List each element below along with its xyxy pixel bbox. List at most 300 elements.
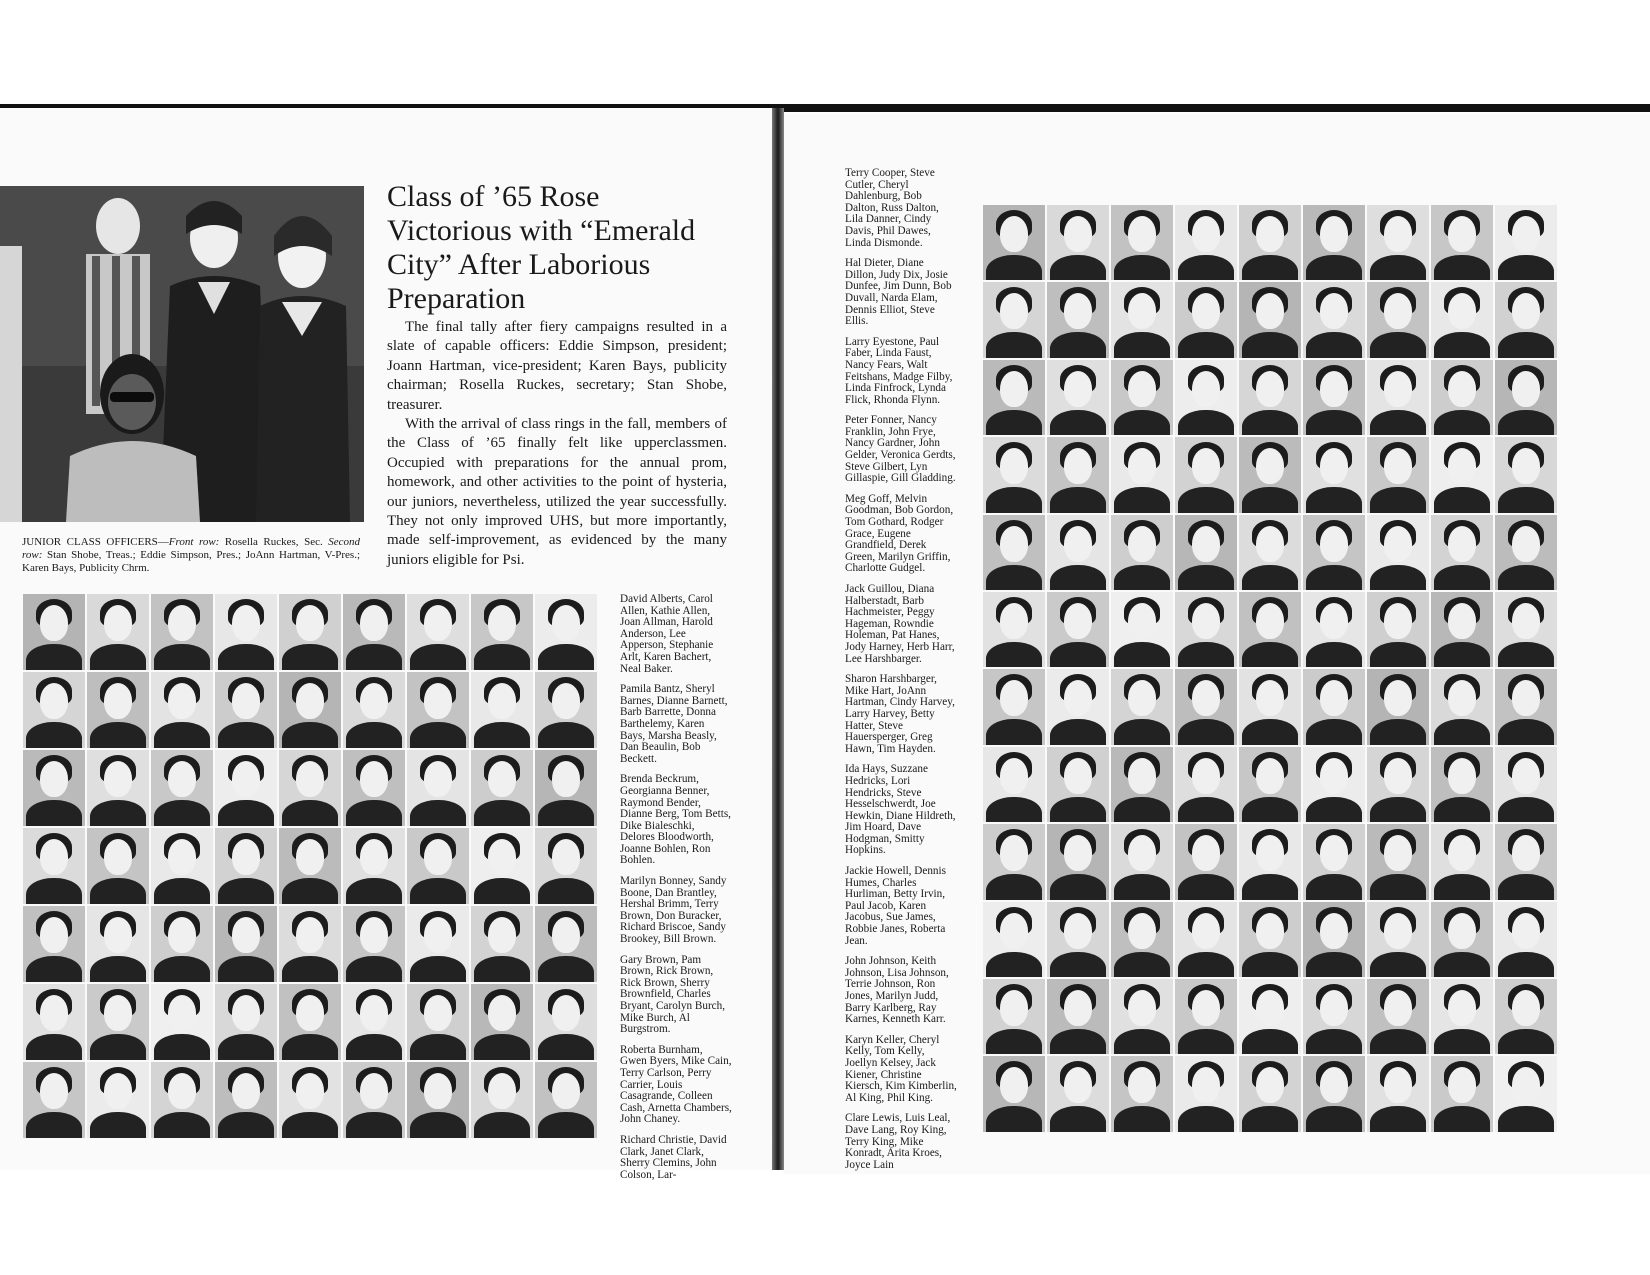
portrait-shoulders (1434, 874, 1490, 899)
portrait-head (1320, 758, 1348, 794)
portrait-head (1384, 1067, 1412, 1103)
portrait-shoulders (218, 878, 274, 904)
right-name-list (845, 168, 957, 1180)
portrait-shoulders (1242, 332, 1298, 357)
student-portrait (1303, 282, 1365, 357)
student-portrait (1047, 437, 1109, 512)
student-portrait (279, 984, 341, 1060)
portrait-head (1128, 680, 1156, 716)
student-portrait (1431, 747, 1493, 822)
portrait-shoulders (474, 722, 530, 748)
student-portrait (343, 594, 405, 670)
portrait-head (552, 917, 580, 953)
student-portrait (343, 906, 405, 982)
portrait-head (424, 1073, 452, 1109)
portrait-head (1000, 758, 1028, 794)
portrait-head (232, 917, 260, 953)
student-portrait (279, 906, 341, 982)
portrait-shoulders (1114, 952, 1170, 977)
student-portrait (1239, 824, 1301, 899)
portrait-shoulders (1178, 797, 1234, 822)
portrait-shoulders (1178, 642, 1234, 667)
portrait-shoulders (538, 800, 594, 826)
portrait-head (1064, 835, 1092, 871)
portrait-shoulders (1178, 332, 1234, 357)
portrait-shoulders (154, 800, 210, 826)
student-portrait (1431, 360, 1493, 435)
portrait-shoulders (154, 1034, 210, 1060)
portrait-shoulders (154, 644, 210, 670)
portrait-shoulders (1434, 797, 1490, 822)
student-portrait (1047, 902, 1109, 977)
portrait-head (1000, 448, 1028, 484)
portrait-head (1064, 680, 1092, 716)
portrait-head (40, 605, 68, 641)
portrait-shoulders (1050, 797, 1106, 822)
student-portrait (1047, 282, 1109, 357)
portrait-shoulders (346, 878, 402, 904)
student-portrait (983, 824, 1045, 899)
portrait-head (488, 917, 516, 953)
student-portrait (1431, 515, 1493, 590)
student-portrait (1111, 1056, 1173, 1131)
portrait-shoulders (986, 642, 1042, 667)
student-portrait (1367, 592, 1429, 667)
portrait-shoulders (986, 952, 1042, 977)
portrait-shoulders (154, 1112, 210, 1138)
portrait-head (1256, 990, 1284, 1026)
portrait-shoulders (1114, 1029, 1170, 1054)
portrait-shoulders (1498, 487, 1554, 512)
student-portrait (983, 902, 1045, 977)
student-portrait (1303, 592, 1365, 667)
student-portrait (1495, 669, 1557, 744)
student-portrait (215, 594, 277, 670)
portrait-shoulders (986, 797, 1042, 822)
portrait-head (232, 605, 260, 641)
portrait-shoulders (1114, 565, 1170, 590)
student-portrait (1111, 747, 1173, 822)
portrait-head (360, 1073, 388, 1109)
class-officers-photo (0, 186, 364, 522)
portrait-shoulders (1050, 332, 1106, 357)
student-portrait (1239, 979, 1301, 1054)
portrait-shoulders (1498, 952, 1554, 977)
portrait-head (104, 839, 132, 875)
student-portrait (535, 828, 597, 904)
student-portrait (1495, 437, 1557, 512)
student-portrait (1111, 669, 1173, 744)
student-portrait (1431, 1056, 1493, 1131)
portrait-head (1128, 526, 1156, 562)
portrait-head (168, 761, 196, 797)
portrait-head (552, 605, 580, 641)
portrait-shoulders (986, 565, 1042, 590)
portrait-head (1448, 1067, 1476, 1103)
portrait-shoulders (1242, 797, 1298, 822)
portrait-head (40, 917, 68, 953)
student-portrait (1239, 592, 1301, 667)
student-portrait (1303, 360, 1365, 435)
student-portrait (1367, 282, 1429, 357)
portrait-head (1320, 835, 1348, 871)
student-portrait (1303, 747, 1365, 822)
portrait-shoulders (1242, 1029, 1298, 1054)
portrait-head (1128, 603, 1156, 639)
student-portrait (1047, 824, 1109, 899)
student-portrait (1047, 1056, 1109, 1131)
portrait-head (1448, 680, 1476, 716)
portrait-shoulders (1114, 874, 1170, 899)
name-block: Ida Hays, Suzzane Hedricks, Lori Hendricks, Steve Hesselschwerdt, Joe Hewkin, Diane Hildreth, Jim Hoard, Dave Hodgman, Smitty Hopkins. (845, 763, 956, 857)
portrait-head (104, 605, 132, 641)
portrait-head (296, 839, 324, 875)
portrait-shoulders (346, 956, 402, 982)
student-portrait (151, 906, 213, 982)
portrait-head (1064, 216, 1092, 252)
portrait-head (1064, 758, 1092, 794)
student-portrait (279, 828, 341, 904)
portrait-shoulders (538, 1034, 594, 1060)
portrait-head (1256, 913, 1284, 949)
portrait-head (1128, 990, 1156, 1026)
portrait-head (1128, 448, 1156, 484)
portrait-head (1000, 371, 1028, 407)
student-portrait (23, 750, 85, 826)
portrait-head (1256, 603, 1284, 639)
portrait-shoulders (26, 956, 82, 982)
portrait-shoulders (1242, 410, 1298, 435)
student-portrait (1111, 282, 1173, 357)
student-portrait (535, 1062, 597, 1138)
student-portrait (1303, 1056, 1365, 1131)
student-portrait (535, 906, 597, 982)
portrait-shoulders (1242, 874, 1298, 899)
portrait-shoulders (218, 1112, 274, 1138)
portrait-head (1512, 913, 1540, 949)
portrait-shoulders (410, 878, 466, 904)
portrait-shoulders (154, 956, 210, 982)
portrait-shoulders (1306, 642, 1362, 667)
portrait-shoulders (1370, 797, 1426, 822)
portrait-head (1512, 526, 1540, 562)
portrait-head (1448, 603, 1476, 639)
portrait-head (104, 683, 132, 719)
portrait-head (1192, 216, 1220, 252)
portrait-shoulders (1434, 642, 1490, 667)
portrait-shoulders (1498, 797, 1554, 822)
portrait-shoulders (90, 644, 146, 670)
portrait-shoulders (1306, 332, 1362, 357)
portrait-shoulders (986, 874, 1042, 899)
portrait-shoulders (1370, 1029, 1426, 1054)
portrait-head (424, 761, 452, 797)
portrait-shoulders (1178, 255, 1234, 280)
name-block: Jackie Howell, Dennis Humes, Charles Hurliman, Betty Irvin, Paul Jacob, Karen Jacobus, Sue James, Robbie Janes, Roberta Jean. (845, 865, 946, 947)
portrait-head (1320, 293, 1348, 329)
student-portrait (151, 594, 213, 670)
portrait-shoulders (1178, 719, 1234, 744)
book-gutter (772, 108, 784, 1170)
portrait-head (1000, 680, 1028, 716)
student-portrait (23, 906, 85, 982)
student-portrait (1175, 747, 1237, 822)
portrait-shoulders (986, 487, 1042, 512)
student-portrait (1495, 592, 1557, 667)
student-portrait (279, 750, 341, 826)
portrait-head (1192, 913, 1220, 949)
portrait-head (296, 995, 324, 1031)
student-portrait (471, 1062, 533, 1138)
portrait-head (1128, 913, 1156, 949)
portrait-head (1192, 835, 1220, 871)
portrait-shoulders (474, 1034, 530, 1060)
portrait-shoulders (1242, 1106, 1298, 1131)
portrait-head (1320, 526, 1348, 562)
student-portrait (1047, 205, 1109, 280)
officers-caption (22, 536, 360, 575)
portrait-shoulders (1370, 332, 1426, 357)
student-portrait (471, 672, 533, 748)
portrait-head (1384, 526, 1412, 562)
portrait-shoulders (410, 722, 466, 748)
portrait-head (1256, 293, 1284, 329)
portrait-shoulders (986, 255, 1042, 280)
student-portrait (1175, 979, 1237, 1054)
portrait-shoulders (410, 644, 466, 670)
portrait-head (1128, 835, 1156, 871)
portrait-shoulders (474, 1112, 530, 1138)
student-portrait (87, 1062, 149, 1138)
student-portrait (1431, 669, 1493, 744)
student-portrait (1367, 747, 1429, 822)
portrait-head (1320, 216, 1348, 252)
portrait-head (1320, 603, 1348, 639)
portrait-head (1000, 835, 1028, 871)
student-portrait (215, 984, 277, 1060)
portrait-shoulders (346, 1034, 402, 1060)
student-portrait (1111, 360, 1173, 435)
student-portrait (407, 750, 469, 826)
portrait-shoulders (1242, 487, 1298, 512)
student-portrait (1431, 282, 1493, 357)
portrait-shoulders (1370, 410, 1426, 435)
portrait-shoulders (1306, 487, 1362, 512)
portrait-shoulders (1370, 719, 1426, 744)
portrait-shoulders (1306, 952, 1362, 977)
portrait-head (360, 839, 388, 875)
portrait-shoulders (282, 722, 338, 748)
portrait-head (1192, 526, 1220, 562)
student-portrait (1431, 437, 1493, 512)
portrait-head (1128, 293, 1156, 329)
portrait-head (1512, 758, 1540, 794)
portrait-head (1320, 448, 1348, 484)
portrait-head (1256, 216, 1284, 252)
portrait-head (1384, 758, 1412, 794)
student-portrait (1495, 979, 1557, 1054)
portrait-shoulders (1050, 952, 1106, 977)
portrait-head (168, 995, 196, 1031)
student-portrait (1111, 437, 1173, 512)
student-portrait (1495, 747, 1557, 822)
portrait-head (1256, 835, 1284, 871)
portrait-head (1384, 835, 1412, 871)
portrait-head (1128, 758, 1156, 794)
portrait-shoulders (1242, 255, 1298, 280)
portrait-head (1128, 216, 1156, 252)
student-portrait (1495, 1056, 1557, 1131)
portrait-head (552, 683, 580, 719)
portrait-head (1384, 216, 1412, 252)
portrait-head (1000, 216, 1028, 252)
portrait-shoulders (90, 1112, 146, 1138)
student-portrait (1111, 979, 1173, 1054)
student-portrait (215, 750, 277, 826)
student-portrait (1175, 282, 1237, 357)
portrait-shoulders (1050, 565, 1106, 590)
left-name-list (620, 594, 732, 1190)
portrait-head (1320, 913, 1348, 949)
portrait-shoulders (1114, 642, 1170, 667)
student-portrait (1495, 360, 1557, 435)
body-paragraph: The final tally after fiery campaigns resulted in a slate of capable officers: Eddie Simpson, president; Joann Hartman, vice-president; Karen Bays, publicity chairman; Rosella Ruckes, secretary; Stan Shobe, treasurer. (387, 319, 727, 413)
portrait-shoulders (1050, 719, 1106, 744)
portrait-shoulders (1114, 1106, 1170, 1131)
portrait-head (360, 995, 388, 1031)
student-portrait (1431, 979, 1493, 1054)
portrait-shoulders (26, 800, 82, 826)
portrait-shoulders (1242, 642, 1298, 667)
portrait-head (40, 683, 68, 719)
portrait-shoulders (1306, 1029, 1362, 1054)
student-portrait (1367, 824, 1429, 899)
portrait-head (1192, 448, 1220, 484)
student-portrait (343, 750, 405, 826)
portrait-head (488, 761, 516, 797)
portrait-shoulders (474, 800, 530, 826)
portrait-shoulders (26, 878, 82, 904)
portrait-head (552, 761, 580, 797)
portrait-shoulders (1114, 255, 1170, 280)
student-portrait (983, 669, 1045, 744)
student-portrait (983, 282, 1045, 357)
portrait-head (104, 917, 132, 953)
student-portrait (1303, 902, 1365, 977)
portrait-shoulders (1178, 1029, 1234, 1054)
student-portrait (471, 594, 533, 670)
portrait-shoulders (1434, 719, 1490, 744)
portrait-shoulders (538, 644, 594, 670)
portrait-shoulders (1306, 410, 1362, 435)
student-portrait (1239, 515, 1301, 590)
student-portrait (471, 750, 533, 826)
portrait-head (1256, 371, 1284, 407)
portrait-head (1064, 293, 1092, 329)
portrait-head (552, 839, 580, 875)
portrait-shoulders (1050, 410, 1106, 435)
student-portrait (87, 828, 149, 904)
student-portrait (1111, 824, 1173, 899)
portrait-shoulders (282, 644, 338, 670)
name-block: Larry Eyestone, Paul Faber, Linda Faust, Nancy Fears, Walt Feitshans, Madge Filby, Linda Finfrock, Lynda Flick, Rhonda Flynn. (845, 335, 953, 406)
student-portrait (87, 672, 149, 748)
portrait-shoulders (1498, 719, 1554, 744)
portrait-head (1256, 448, 1284, 484)
name-block: Richard Christie, David Clark, Janet Clark, Sherry Clemins, John Colson, Lar- (620, 1133, 727, 1181)
name-block: Terry Cooper, Steve Cutler, Cheryl Dahlenburg, Bob Dalton, Russ Dalton, Lila Danner, Cindy Davis, Phil Dawes, Linda Dismonde. (845, 167, 939, 249)
student-portrait (471, 984, 533, 1060)
portrait-head (1448, 990, 1476, 1026)
portrait-shoulders (1178, 1106, 1234, 1131)
student-portrait (1431, 205, 1493, 280)
portrait-head (1192, 758, 1220, 794)
portrait-shoulders (410, 956, 466, 982)
portrait-head (424, 995, 452, 1031)
portrait-shoulders (1178, 487, 1234, 512)
portrait-shoulders (1434, 487, 1490, 512)
portrait-head (168, 683, 196, 719)
portrait-head (1448, 216, 1476, 252)
student-portrait (535, 984, 597, 1060)
portrait-head (1320, 371, 1348, 407)
student-portrait (1367, 205, 1429, 280)
portrait-head (1064, 990, 1092, 1026)
portrait-head (1192, 990, 1220, 1026)
portrait-head (168, 917, 196, 953)
student-portrait (1047, 592, 1109, 667)
portrait-shoulders (1498, 410, 1554, 435)
portrait-shoulders (1178, 565, 1234, 590)
student-portrait (1367, 669, 1429, 744)
student-portrait (1175, 437, 1237, 512)
portrait-head (1512, 371, 1540, 407)
caption-row2-names: Stan Shobe, Treas.; Eddie Simpson, Pres.; JoAnn Hartman, V-Pres.; Karen Bays, Publicity Chrm. (22, 549, 361, 574)
caption-row1-names: Rosella Ruckes, Sec. (224, 536, 323, 548)
portrait-shoulders (1370, 565, 1426, 590)
portrait-head (1064, 1067, 1092, 1103)
name-block: Meg Goff, Melvin Goodman, Bob Gordon, Tom Gothard, Rodger Grace, Eugene Grandfield, Derek Green, Marilyn Griffin, Charlotte Gudgel. (845, 492, 954, 575)
student-portrait (1111, 515, 1173, 590)
name-block: Clare Lewis, Luis Leal, Dave Lang, Roy King, Terry King, Mike Konradt, Arita Kroes, Joyce Lain (845, 1112, 951, 1171)
student-portrait (1303, 979, 1365, 1054)
portrait-head (296, 917, 324, 953)
student-portrait (343, 672, 405, 748)
portrait-head (1384, 990, 1412, 1026)
portrait-head (360, 605, 388, 641)
portrait-shoulders (218, 644, 274, 670)
portrait-head (1384, 371, 1412, 407)
portrait-shoulders (986, 332, 1042, 357)
student-portrait (23, 672, 85, 748)
portrait-head (1192, 680, 1220, 716)
portrait-head (1384, 293, 1412, 329)
student-portrait (279, 1062, 341, 1138)
portrait-shoulders (1370, 874, 1426, 899)
portrait-head (1000, 913, 1028, 949)
portrait-head (1320, 680, 1348, 716)
portrait-head (424, 917, 452, 953)
portrait-head (1512, 835, 1540, 871)
portrait-shoulders (1498, 1106, 1554, 1131)
portrait-head (104, 995, 132, 1031)
student-portrait (407, 672, 469, 748)
portrait-shoulders (1050, 487, 1106, 512)
portrait-head (360, 761, 388, 797)
portrait-head (1512, 680, 1540, 716)
portrait-head (1000, 293, 1028, 329)
student-portrait (1111, 592, 1173, 667)
